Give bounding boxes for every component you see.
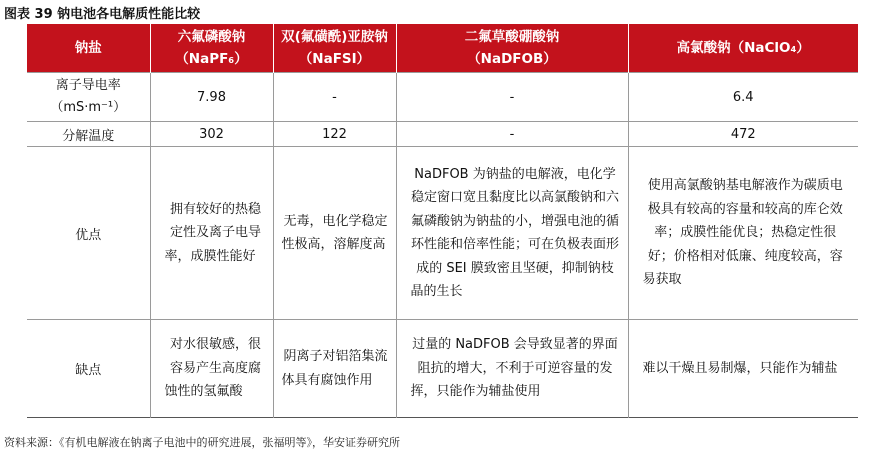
row-label-advantages: 优点 <box>27 147 150 320</box>
source-note: 资料来源：《有机电解液在钠离子电池中的研究进展，张福明等》，华安证券研究所 <box>4 436 400 449</box>
cell-disadvantages-naclo4: 难以干燥且易制爆，只能作为辅盐 <box>628 320 858 418</box>
header-nafsi <box>273 24 396 73</box>
cell-advantages-nafsi: 无毒，电化学稳定性极高，溶解度高 <box>273 147 396 320</box>
table-header-row <box>27 24 858 73</box>
header-label: 二氟草酸硼酸钠 （NaDFOB） <box>464 29 560 67</box>
table-row-advantages <box>27 147 858 320</box>
cell-disadvantages-napf6: 对水很敏感，很容易产生高度腐蚀性的氢氟酸 <box>150 320 273 418</box>
cell-conductivity-naclo4: 6.4 <box>628 73 858 122</box>
cell-disadvantages-nafsi: 阴离子对铝箔集流体具有腐蚀作用 <box>273 320 396 418</box>
row-label-text: 离子导电率 （mS·m⁻¹） <box>50 78 127 115</box>
table-row-conductivity <box>27 73 858 122</box>
header-nadfob <box>396 24 628 73</box>
cell-decomposition-napf6: 302 <box>150 122 273 147</box>
cell-conductivity-nafsi: - <box>273 73 396 122</box>
header-label: 双(氟磺酰)亚胺钠 （NaFSI） <box>281 29 388 67</box>
header-label: 六氟磷酸钠 （NaPF₆） <box>175 29 248 67</box>
cell-conductivity-napf6: 7.98 <box>150 73 273 122</box>
electrolyte-comparison-table <box>27 24 858 418</box>
header-naclo4 <box>628 24 858 73</box>
row-label-decomposition: 分解温度 <box>27 122 150 147</box>
header-label: 高氯酸钠（NaClO₄） <box>676 40 810 56</box>
cell-advantages-naclo4: 使用高氯酸钠基电解液作为碳质电极具有较高的容量和较高的库仑效率；成膜性能优良；热稳定性很好；价格相对低廉、纯度较高，容易获取 <box>628 147 858 320</box>
page-title: 图表 39 钠电池各电解质性能比较 <box>4 7 201 22</box>
cell-decomposition-nadfob: - <box>396 122 628 147</box>
row-label-disadvantages: 缺点 <box>27 320 150 418</box>
table-row-disadvantages <box>27 320 858 418</box>
table-row-decomposition <box>27 122 858 147</box>
cell-advantages-nadfob: NaDFOB 为钠盐的电解液，电化学稳定窗口宽且黏度比以高氯酸钠和六氟磷酸钠为钠盐的小，增强电池的循环性能和倍率性能；可在负极表面形成的 SEI 膜致密且坚硬，抑制钠枝晶的生长 <box>396 147 628 320</box>
cell-conductivity-nadfob: - <box>396 73 628 122</box>
cell-decomposition-nafsi: 122 <box>273 122 396 147</box>
cell-advantages-napf6: 拥有较好的热稳定性及离子电导率，成膜性能好 <box>150 147 273 320</box>
row-label-conductivity <box>27 73 150 122</box>
header-sodium-salt <box>27 24 150 73</box>
header-napf6 <box>150 24 273 73</box>
header-label: 钠盐 <box>74 40 102 56</box>
cell-decomposition-naclo4: 472 <box>628 122 858 147</box>
cell-disadvantages-nadfob: 过量的 NaDFOB 会导致显著的界面阻抗的增大，不利于可逆容量的发挥，只能作为辅盐使用 <box>396 320 628 418</box>
